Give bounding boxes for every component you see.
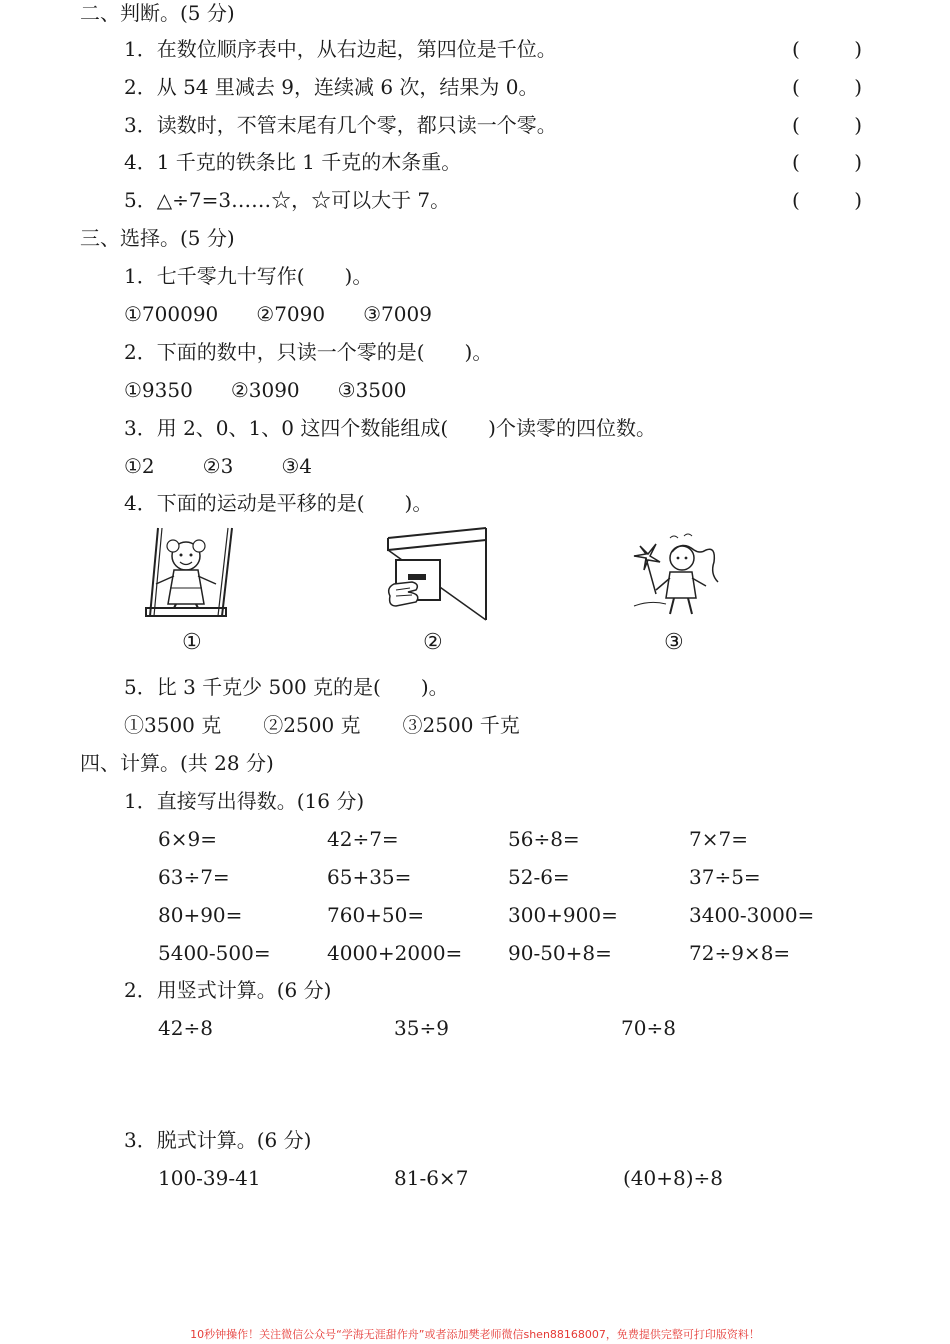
step-calc[interactable]: 100-39-41 [158, 1166, 261, 1190]
paren-close: ) [854, 113, 862, 137]
judge-item-4: 4．1 千克的铁条比 1 千克的木条重。 [124, 150, 462, 174]
section-4-title: 四、计算。(共 28 分) [80, 751, 274, 775]
oral-calc[interactable]: 90-50+8= [508, 941, 612, 965]
choice-q2: 2．下面的数中，只读一个零的是( )。 [124, 340, 493, 364]
oral-calc[interactable]: 56÷8= [508, 827, 580, 851]
oral-calc[interactable]: 3400-3000= [689, 903, 815, 927]
judge-answer-3[interactable] [792, 112, 862, 138]
oral-calc[interactable]: 37÷5= [689, 865, 761, 889]
judge-item-1: 1．在数位顺序表中，从右边起，第四位是千位。 [124, 37, 557, 61]
option[interactable]: ③2500 千克 [402, 713, 520, 737]
step-calc[interactable]: 81-6×7 [394, 1166, 469, 1190]
paren-open: ( [792, 37, 800, 61]
calc-part-3-title: 3．脱式计算。(6 分) [124, 1128, 312, 1152]
swing-picture[interactable] [140, 526, 240, 626]
oral-calc[interactable]: 72÷9×8= [689, 941, 791, 965]
judge-item-5: 5．△÷7=3……☆，☆可以大于 7。 [124, 188, 451, 212]
paren-close: ) [854, 188, 862, 212]
picture-label-2: ② [423, 630, 443, 655]
paren-open: ( [792, 188, 800, 212]
paren-open: ( [792, 150, 800, 174]
calc-part-1-title: 1．直接写出得数。(16 分) [124, 789, 365, 813]
choice-q4: 4．下面的运动是平移的是( )。 [124, 491, 433, 515]
paren-close: ) [854, 150, 862, 174]
option[interactable]: ①3500 克 [124, 713, 222, 737]
judge-answer-5[interactable] [792, 187, 862, 213]
oral-calc[interactable]: 760+50= [327, 903, 425, 927]
drawer-picture[interactable] [382, 526, 490, 626]
paren-close: ) [854, 75, 862, 99]
vertical-calc[interactable]: 42÷8 [158, 1016, 213, 1040]
vertical-calc[interactable]: 35÷9 [394, 1016, 449, 1040]
section-3-title: 三、选择。(5 分) [80, 226, 235, 250]
section-2-title: 二、判断。(5 分) [80, 1, 235, 25]
option[interactable]: ③7009 [363, 302, 432, 326]
judge-item-3: 3．读数时，不管末尾有几个零，都只读一个零。 [124, 113, 557, 137]
option[interactable]: ①700090 [124, 302, 219, 326]
option[interactable]: ③3500 [337, 378, 407, 402]
option[interactable]: ②3 [202, 454, 234, 478]
choice-q3: 3．用 2、0、1、0 这四个数能组成( )个读零的四位数。 [124, 416, 656, 440]
footer-promo: 10秒钟操作！关注微信公众号“学海无涯甜作舟”或者添加樊老师微信shen88168007，免费提供完整可打印版资料！ [190, 1328, 760, 1341]
oral-calc[interactable]: 42÷7= [327, 827, 399, 851]
picture-label-1: ① [182, 630, 202, 655]
oral-calc[interactable]: 52-6= [508, 865, 570, 889]
oral-calc[interactable]: 4000+2000= [327, 941, 463, 965]
paren-open: ( [792, 75, 800, 99]
choice-q5: 5．比 3 千克少 500 克的是( )。 [124, 675, 449, 699]
option[interactable]: ②2500 克 [263, 713, 361, 737]
oral-calc[interactable]: 7×7= [689, 827, 748, 851]
oral-calc[interactable]: 63÷7= [158, 865, 230, 889]
oral-calc[interactable]: 300+900= [508, 903, 618, 927]
judge-item-2: 2．从 54 里减去 9，连续减 6 次，结果为 0。 [124, 75, 539, 99]
step-calc[interactable]: (40+8)÷8 [623, 1166, 724, 1190]
vertical-calc[interactable]: 70÷8 [621, 1016, 676, 1040]
option[interactable]: ①2 [124, 454, 155, 478]
paren-close: ) [854, 37, 862, 61]
option[interactable]: ②7090 [256, 302, 326, 326]
paren-open: ( [792, 113, 800, 137]
oral-calc[interactable]: 6×9= [158, 827, 217, 851]
option[interactable]: ③4 [281, 454, 312, 478]
choice-q1-options [124, 301, 470, 327]
choice-q1: 1．七千零九十写作( )。 [124, 264, 373, 288]
option[interactable]: ②3090 [230, 378, 300, 402]
oral-calc[interactable]: 65+35= [327, 865, 412, 889]
oral-calc[interactable]: 80+90= [158, 903, 243, 927]
picture-label-3: ③ [664, 630, 684, 655]
pinwheel-picture[interactable] [626, 532, 722, 620]
judge-answer-2[interactable] [792, 74, 862, 100]
choice-q3-options [124, 453, 350, 479]
oral-calc[interactable]: 5400-500= [158, 941, 271, 965]
judge-answer-4[interactable] [792, 149, 862, 175]
judge-answer-1[interactable] [792, 36, 862, 62]
calc-part-2-title: 2．用竖式计算。(6 分) [124, 978, 332, 1002]
option[interactable]: ①9350 [124, 378, 193, 402]
choice-q2-options [124, 377, 444, 403]
choice-q5-options [124, 712, 558, 738]
